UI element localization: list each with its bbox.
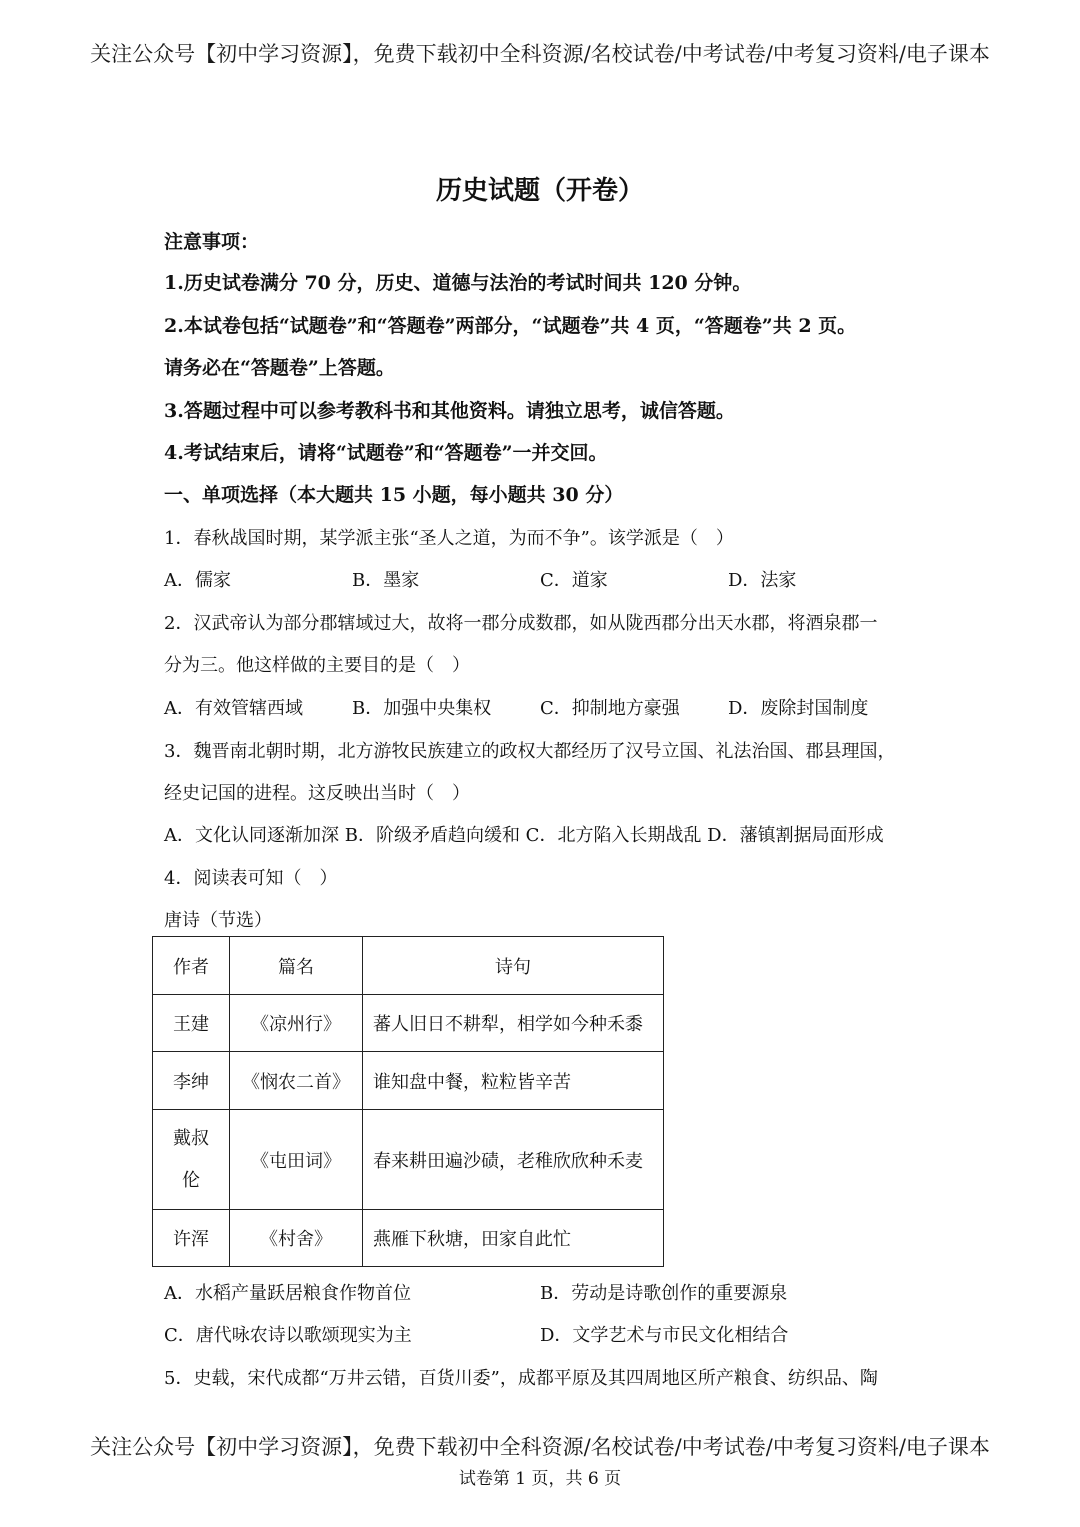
cell-author-part: 戴叔 (173, 1127, 209, 1149)
option-b: B．墨家 (352, 570, 420, 591)
question-stem: 1．春秋战国时期，某学派主张“圣人之道，为而不争”。该学派是（ ） (164, 528, 734, 549)
option-b: B．劳动是诗歌创作的重要源泉 (540, 1283, 788, 1304)
page-number: 试卷第 1 页，共 6 页 (458, 1469, 622, 1489)
question-stem-cont: 分为三。他这样做的主要目的是（ ） (164, 655, 470, 676)
option-d: D．法家 (728, 570, 797, 591)
note-item: 2.本试卷包括“试题卷”和“答题卷”两部分，“试题卷”共 4 页，“答题卷”共 2 页。 (164, 315, 857, 337)
cell-verse: 谁知盘中餐，粒粒皆辛苦 (363, 1052, 664, 1110)
cell-title: 《屯田词》 (230, 1110, 363, 1210)
option-d: D．文学艺术与市民文化相结合 (540, 1325, 789, 1346)
cell-author: 王建 (153, 995, 230, 1052)
question-stem: 3．魏晋南北朝时期，北方游牧民族建立的政权大都经历了汉号立国、礼法治国、郡县理国， (164, 741, 896, 762)
cell-title: 《悯农二首》 (230, 1052, 363, 1110)
cell-verse: 燕雁下秋塘，田家自此忙 (363, 1210, 664, 1267)
question-stem: 5．史载，宋代成都“万井云错，百货川委”，成都平原及其四周地区所产粮食、纺织品、陶 (164, 1368, 878, 1389)
cell-author-part: 伦 (182, 1169, 200, 1191)
table-caption: 唐诗（节选） (164, 910, 272, 931)
cell-title: 《凉州行》 (230, 995, 363, 1052)
poems-table (152, 936, 664, 1267)
note-item: 4.考试结束后，请将“试题卷”和“答题卷”一并交回。 (164, 442, 608, 464)
cell-author (153, 1110, 230, 1210)
table-row (153, 995, 664, 1052)
cell-title: 《村舍》 (230, 1210, 363, 1267)
bottom-banner: 关注公众号【初中学习资源】，免费下载初中全科资源/名校试卷/中考试卷/中考复习资料/电子课本 (90, 1435, 990, 1459)
header-title: 篇名 (230, 937, 363, 995)
notes-heading: 注意事项： (164, 231, 260, 253)
question-stem: 2．汉武帝认为部分郡辖域过大，故将一郡分成数郡，如从陇西郡分出天水郡，将酒泉郡一 (164, 613, 878, 634)
option-c: C．抑制地方豪强 (540, 698, 680, 719)
note-item: 3.答题过程中可以参考教科书和其他资料。请独立思考，诚信答题。 (164, 400, 735, 422)
cell-verse: 蕃人旧日不耕犁，相学如今种禾黍 (363, 995, 664, 1052)
header-author: 作者 (153, 937, 230, 995)
cell-verse: 春来耕田遍沙碛，老稚欣欣种禾麦 (363, 1110, 664, 1210)
note-item: 请务必在“答题卷”上答题。 (164, 357, 395, 379)
page-title: 历史试题（开卷） (435, 176, 644, 206)
option-b: B．加强中央集权 (352, 698, 492, 719)
top-banner: 关注公众号【初中学习资源】，免费下载初中全科资源/名校试卷/中考试卷/中考复习资料/电子课本 (90, 42, 990, 66)
option-a: A．有效管辖西域 (164, 698, 303, 719)
section-heading: 一、单项选择（本大题共 15 小题，每小题共 30 分） (164, 484, 624, 506)
option-a: A．儒家 (164, 570, 231, 591)
cell-author: 李绅 (153, 1052, 230, 1110)
table-header-row (153, 937, 664, 995)
question-stem-cont: 经史记国的进程。这反映出当时（ ） (164, 783, 470, 804)
cell-author: 许浑 (153, 1210, 230, 1267)
option-c: C．道家 (540, 570, 608, 591)
option-c: C．唐代咏农诗以歌颂现实为主 (164, 1325, 412, 1346)
option-d: D．废除封国制度 (728, 698, 869, 719)
note-item: 1.历史试卷满分 70 分，历史、道德与法治的考试时间共 120 分钟。 (164, 272, 752, 294)
option-a: A．水稻产量跃居粮食作物首位 (164, 1283, 411, 1304)
table-row (153, 1210, 664, 1267)
table-row (153, 1110, 664, 1210)
table-row (153, 1052, 664, 1110)
header-verse: 诗句 (363, 937, 664, 995)
question-stem: 4．阅读表可知（ ） (164, 868, 338, 889)
options-line: A．文化认同逐渐加深 B．阶级矛盾趋向缓和 C．北方陷入长期战乱 D．藩镇割据局面形成 (164, 825, 884, 846)
